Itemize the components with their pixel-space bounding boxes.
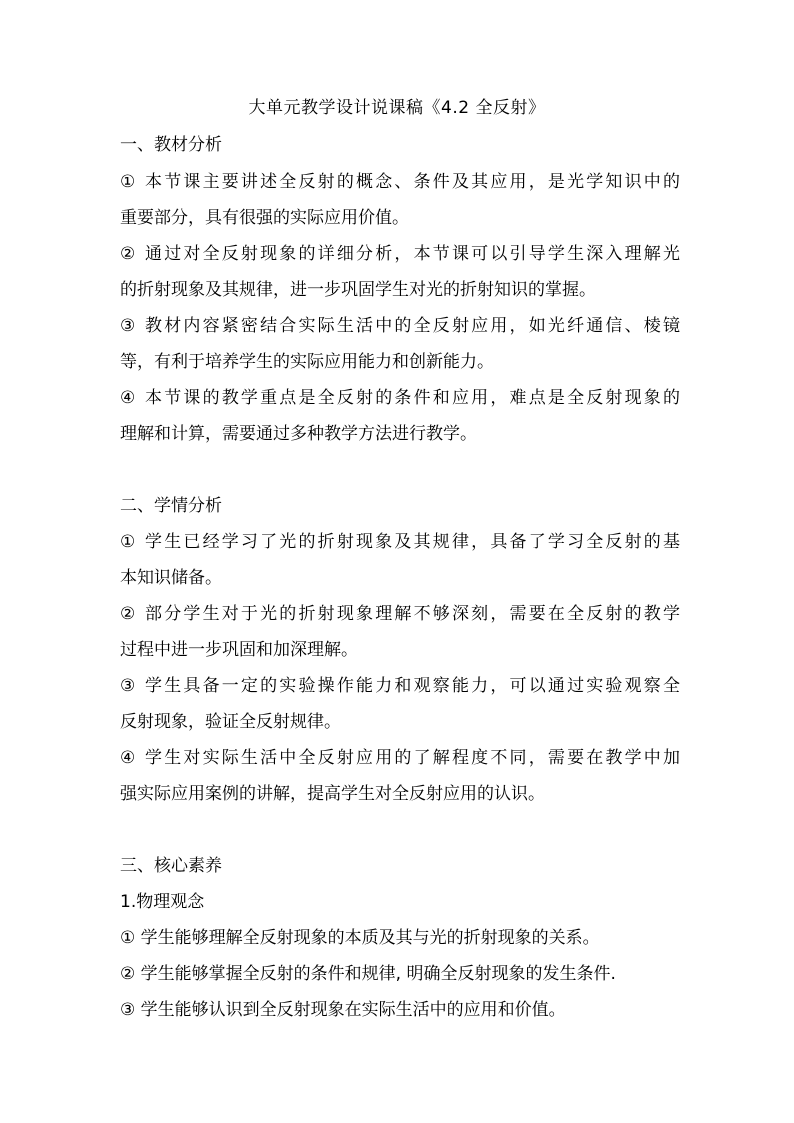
paragraph-line: ① 本节课主要讲述全反射的概念、条件及其应用，是光学知识中的 — [120, 172, 680, 192]
paragraph-line: ④ 学生对实际生活中全反射应用的了解程度不同，需要在教学中加 — [120, 748, 680, 768]
paragraph-line: 过程中进一步巩固和加深理解。 — [120, 640, 358, 660]
paragraph-line: ② 通过对全反射现象的详细分析，本节课可以引导学生深入理解光 — [120, 244, 680, 264]
paragraph-line: ③ 教材内容紧密结合实际生活中的全反射应用，如光纤通信、棱镜 — [120, 316, 680, 336]
subsection-heading: 1.物理观念 — [120, 892, 205, 912]
paragraph-line: ② 部分学生对于光的折射现象理解不够深刻，需要在全反射的教学 — [120, 604, 680, 624]
paragraph-line: 的折射现象及其规律，进一步巩固学生对光的折射知识的掌握。 — [120, 280, 596, 300]
paragraph-line: 反射现象，验证全反射规律。 — [120, 712, 341, 732]
section-heading: 一、教材分析 — [120, 135, 222, 155]
section-heading: 三、核心素养 — [120, 856, 222, 876]
paragraph-line: ③ 学生能够认识到全反射现象在实际生活中的应用和价值。 — [120, 1000, 566, 1020]
paragraph-line: 理解和计算，需要通过多种教学方法进行教学。 — [120, 424, 477, 444]
paragraph-line: ① 学生能够理解全反射现象的本质及其与光的折射现象的关系。 — [120, 928, 600, 948]
paragraph-line: 等，有利于培养学生的实际应用能力和创新能力。 — [120, 352, 494, 372]
paragraph-line: 重要部分，具有很强的实际应用价值。 — [120, 208, 409, 228]
paragraph-line: ④ 本节课的教学重点是全反射的条件和应用，难点是全反射现象的 — [120, 388, 680, 408]
paragraph-line: ② 学生能够掌握全反射的条件和规律, 明确全反射现象的发生条件. — [120, 964, 616, 984]
paragraph-line: 本知识储备。 — [120, 568, 222, 588]
paragraph-line: ③ 学生具备一定的实验操作能力和观察能力，可以通过实验观察全 — [120, 676, 680, 696]
paragraph-line: ① 学生已经学习了光的折射现象及其规律，具备了学习全反射的基 — [120, 532, 680, 552]
section-heading: 二、学情分析 — [120, 496, 222, 516]
paragraph-line: 强实际应用案例的讲解，提高学生对全反射应用的认识。 — [120, 784, 545, 804]
document-title: 大单元教学设计说课稿《4.2 全反射》 — [248, 98, 546, 118]
